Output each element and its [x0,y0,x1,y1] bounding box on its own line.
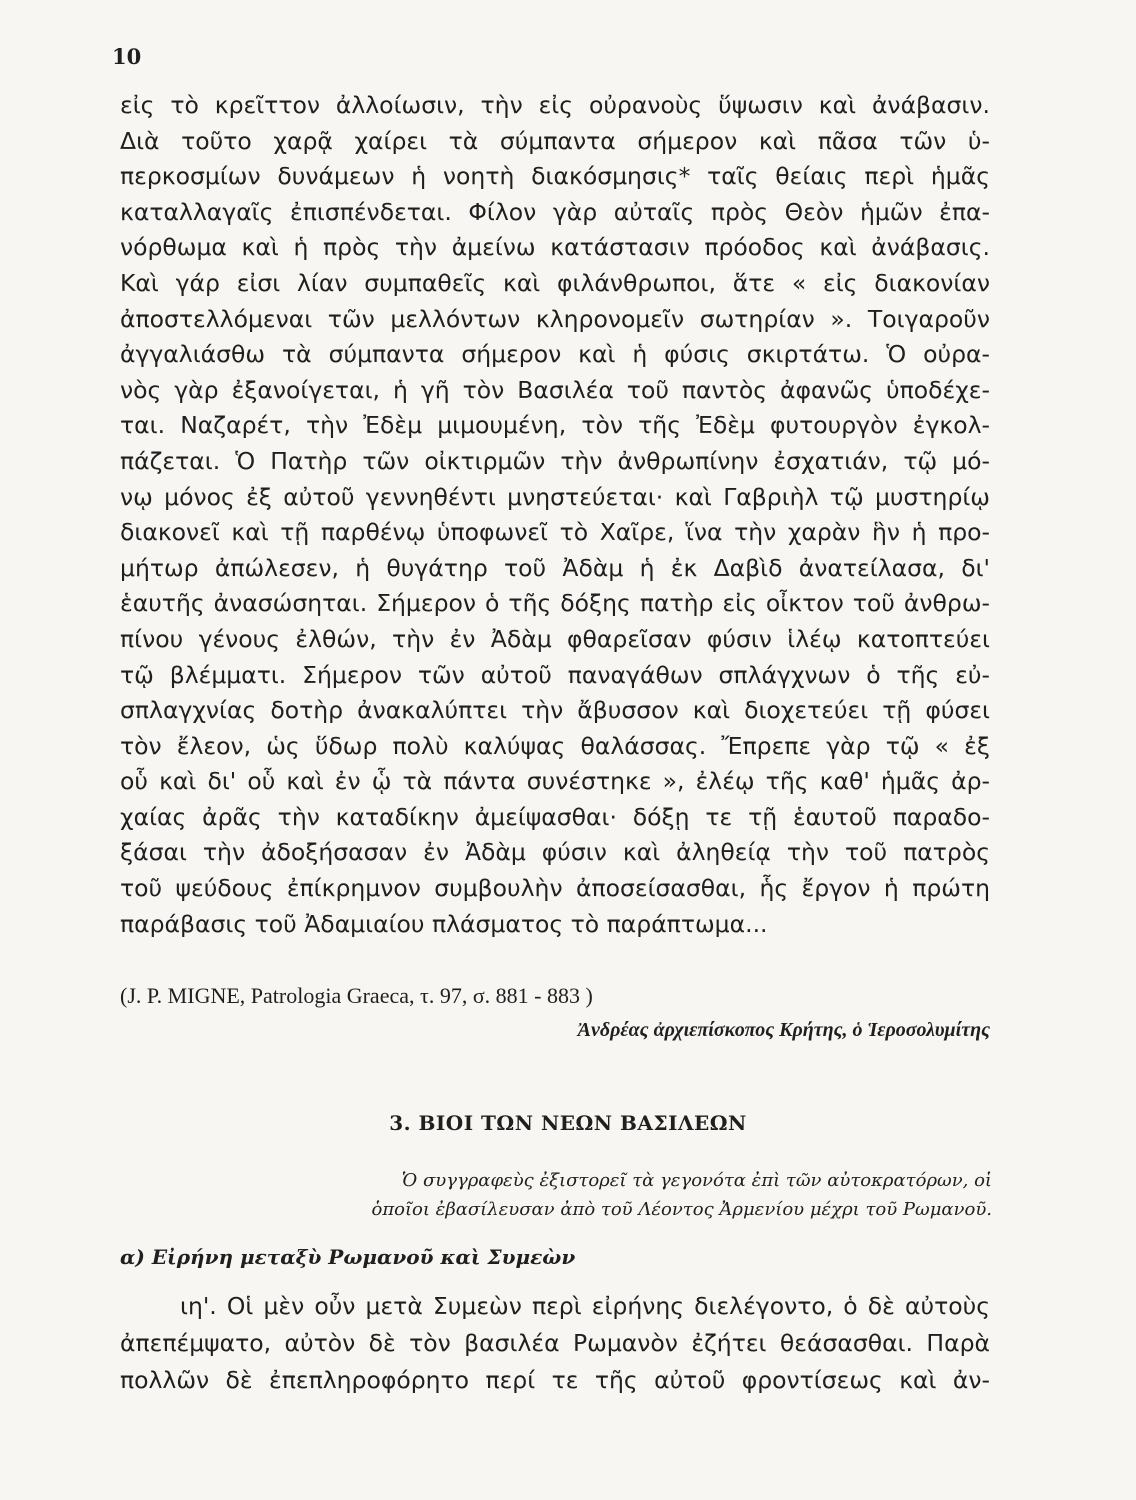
text-line: ιη'. Οἱ μὲν οὖν μετὰ Συμεὼν περὶ εἰρήνης διελέγοντο, ὁ δὲ αὐτοὺς [180,1292,990,1320]
text-line: εἰς τὸ κρεῖττον ἀλλοίωσιν, τὴν εἰς οὐρανοὺς ὕψωσιν καὶ ἀνάβασιν. [120,91,990,119]
text-line: ξάσαι τὴν ἀδοξήσασαν ἐν Ἀδὰμ φύσιν καὶ ἀληθείᾳ τὴν τοῦ πατρὸς [120,838,990,867]
text-line: νῳ μόνος ἐξ αὐτοῦ γεννηθέντι μνηστεύεται· καὶ Γαβριὴλ τῷ μυστηρίῳ [120,482,990,511]
text-line: πίνου γένους ἐλθών, τὴν ἐν Ἀδὰμ φθαρεῖσαν φύσιν ἱλέῳ κατοπτεύει [120,624,990,653]
subsection-heading: α) Εἰρήνη μεταξὺ Ρωμανοῦ καὶ Συμεὼν [120,1245,576,1269]
text-line: ἀγγαλιάσθω τὰ σύμπαντα σήμερον καὶ ἡ φύσις σκιρτάτω. Ὁ οὐρα- [120,340,990,369]
summary-line: Ὁ συγγραφεὺς ἐξιστορεῖ τὰ γεγονότα ἐπὶ τῶν αὐτοκρατόρων, οἱ [401,1170,992,1191]
second-text-block [120,1288,990,1399]
text-line: νὸς γὰρ ἐξανοίγεται, ἡ γῆ τὸν Βασιλέα τοῦ παντὸς ἀφανῶς ὑποδέχε- [120,375,990,404]
section-heading: 3. ΒΙΟΙ ΤΩΝ ΝΕΩΝ ΒΑΣΙΛΕΩΝ [389,1111,747,1135]
text-line: χαίας ἀρᾶς τὴν καταδίκην ἀμείψασθαι· δόξῃ τε τῇ ἑαυτοῦ παραδο- [120,802,990,831]
text-line: πάζεται. Ὁ Πατὴρ τῶν οἰκτιρμῶν τὴν ἀνθρωπίνην ἐσχατιάν, τῷ μό- [120,446,990,475]
text-line: τὸν ἔλεον, ὡς ὕδωρ πολὺ καλύψας θαλάσσας. Ἔπρεπε γὰρ τῷ « ἐξ [120,731,990,760]
text-line: ἑαυτῆς ἀνασώσηται. Σήμερον ὁ τῆς δόξης πατὴρ εἰς οἶκτον τοῦ ἀνθρω- [120,589,990,618]
author-attribution: Ἀνδρέας ἀρχιεπίσκοπος Κρήτης, ὁ Ἱεροσολυμίτης [577,1019,990,1041]
text-line: καταλλαγαῖς ἐπισπένδεται. Φίλον γὰρ αὐταῖς πρὸς Θεὸν ἡμῶν ἐπα- [120,197,990,226]
text-line: σπλαγχνίας δοτὴρ ἀνακαλύπτει τὴν ἄβυσσον καὶ διοχετεύει τῇ φύσει [120,696,990,725]
section-summary [280,1166,992,1224]
text-line: ἀπεπέμψατο, αὐτὸν δὲ τὸν βασιλέα Ρωμανὸν ἐζήτει θεάσασθαι. Παρὰ [120,1329,990,1357]
text-line: ται. Ναζαρέτ, τὴν Ἐδὲμ μιμουμένη, τὸν τῆς Ἐδὲμ φυτουργὸν ἐγκολ- [120,411,990,440]
text-line: ἀποστελλόμεναι τῶν μελλόντων κληρονομεῖν σωτηρίαν ». Τοιγαροῦν [120,304,990,333]
text-line: νόρθωμα καὶ ἡ πρὸς τὴν ἀμείνω κατάστασιν πρόοδος καὶ ἀνάβασις. [120,233,990,262]
text-line: Καὶ γάρ εἰσι λίαν συμπαθεῖς καὶ φιλάνθρωποι, ἅτε « εἰς διακονίαν [120,268,990,297]
summary-line: ὁποῖοι ἐβασίλευσαν ἀπὸ τοῦ Λέοντος Ἀρμενίου μέχρι τοῦ Ρωμανοῦ. [371,1199,992,1220]
text-line: τῷ βλέμματι. Σήμερον τῶν αὐτοῦ παναγάθων σπλάγχνων ὁ τῆς εὐ- [120,660,990,689]
text-line: τοῦ ψεύδους ἐπίκρημνον συμβουλὴν ἀποσείσασθαι, ἧς ἔργον ἡ πρώτη [120,874,990,903]
text-line: πολλῶν δὲ ἐπεπληροφόρητο περί τε τῆς αὐτοῦ φροντίσεως καὶ ἀν- [120,1366,990,1394]
text-line: διακονεῖ καὶ τῇ παρθένῳ ὑποφωνεῖ τὸ Χαῖρε, ἵνα τὴν χαρὰν ἣν ἡ προ- [120,518,990,547]
text-line: οὗ καὶ δι' οὗ καὶ ἐν ᾧ τὰ πάντα συνέστηκε », ἐλέῳ τῆς καθ' ἡμᾶς ἀρ- [120,767,990,796]
main-text-block [120,88,990,942]
text-line: περκοσμίων δυνάμεων ἡ νοητὴ διακόσμησις* ταῖς θείαις περὶ ἡμᾶς [120,162,990,191]
text-line: μήτωρ ἀπώλεσεν, ἡ θυγάτηρ τοῦ Ἀδὰμ ἡ ἐκ Δαβὶδ ἀνατείλασα, δι' [120,553,990,582]
text-line: Διὰ τοῦτο χαρᾷ χαίρει τὰ σύμπαντα σήμερον καὶ πᾶσα τῶν ὑ- [120,126,990,155]
citation: (J. P. MIGNE, Patrologia Graeca, τ. 97, σ. 881 - 883 ) [120,983,593,1008]
page-number: 10 [112,44,142,69]
text-line: παράβασις τοῦ Ἀδαμιαίου πλάσματος τὸ παράπτωμα... [120,909,768,938]
